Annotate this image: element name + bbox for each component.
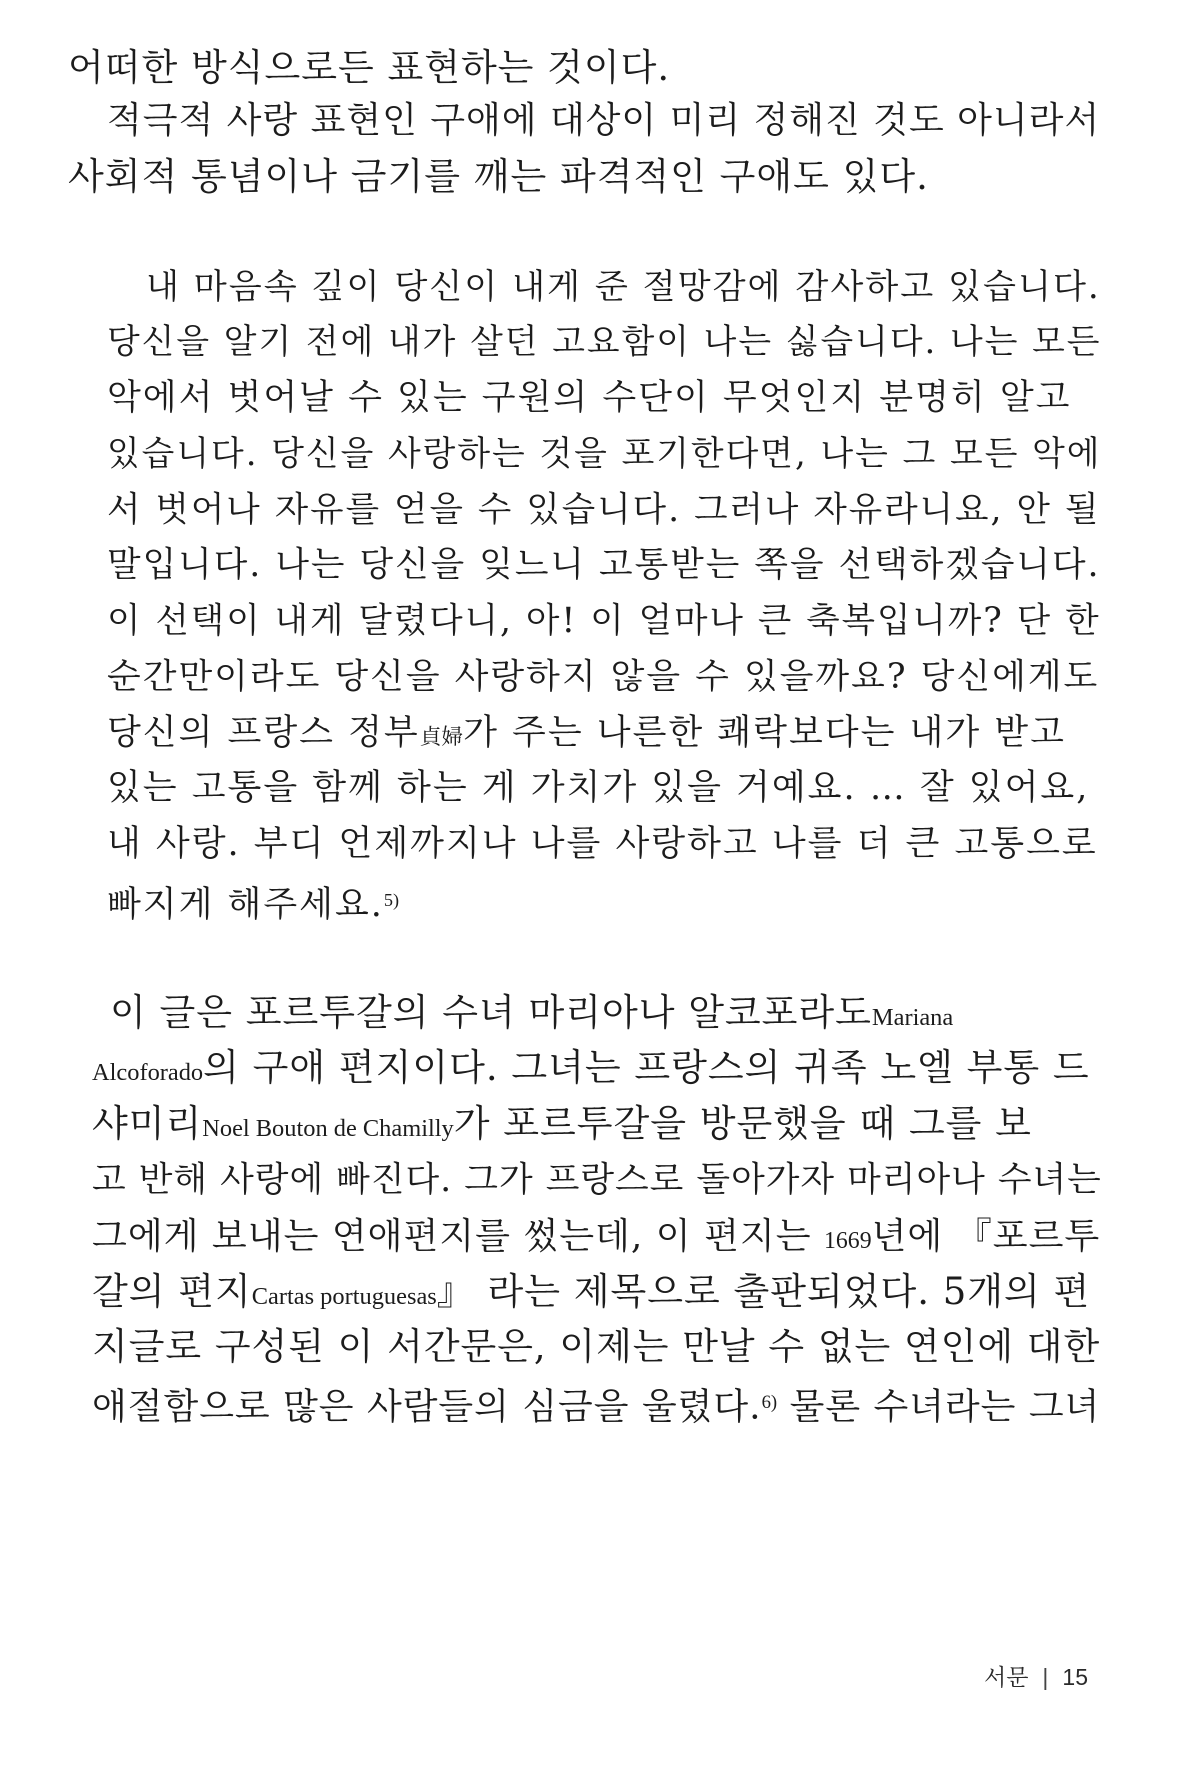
body-line [92, 1266, 1090, 1323]
letter-line: 서 벗어나 자유를 얻을 수 있습니다. 그러나 자유라니요, 안 될 [107, 490, 1101, 530]
body-text: 애절함으로 많은 사람들의 심금을 울렸다. [92, 1386, 762, 1428]
body-text: 이 글은 포르투갈의 수녀 마리아나 알코포라도 [110, 991, 872, 1034]
letter-text: 당신의 프랑스 정부 [107, 713, 420, 753]
letter-line [107, 707, 1066, 764]
footnote-marker: 6) [761, 1392, 778, 1413]
letter-line: 내 마음속 깊이 당신이 내게 준 절망감에 감사하고 있습니다. [146, 267, 1101, 307]
latin-name: Noel Bouton de Chamilly [202, 1115, 454, 1142]
letter-line: 내 사랑. 부디 언제까지나 나를 사랑하고 나를 더 큰 고통으로 [107, 824, 1098, 864]
letter-line: 당신을 알기 전에 내가 살던 고요함이 나는 싫습니다. 나는 모든 [107, 322, 1102, 361]
body-line: 지글로 구성된 이 서간문은, 이제는 만날 수 없는 연인에 대한 [92, 1325, 1101, 1368]
footnote-marker: 5) [383, 890, 400, 910]
body-line [110, 987, 953, 1044]
body-line [92, 1098, 1032, 1155]
latin-name: Alcoforado [92, 1059, 204, 1086]
body-text: 년에 『포르투 [871, 1215, 1101, 1257]
section-label: 서문 [983, 1664, 1029, 1690]
page-number: 15 [1062, 1664, 1088, 1690]
intro-line: 어떠한 방식으로든 표현하는 것이다. [68, 46, 671, 89]
hanja-annotation: 貞婦 [419, 725, 464, 750]
body-line [92, 1042, 1090, 1099]
letter-text: 빠지게 해주세요. [107, 885, 384, 925]
body-line [92, 1377, 1100, 1433]
latin-title: Cartas portuguesas [251, 1283, 437, 1310]
body-text: 샤미리 [92, 1102, 203, 1145]
body-text: 』 라는 제목으로 출판되었다. 5개의 편 [436, 1270, 1091, 1313]
letter-text: 가 주는 나른한 쾌락보다는 내가 받고 [463, 713, 1066, 753]
folio-separator: | [1042, 1664, 1049, 1690]
year-number: 1669 [824, 1228, 872, 1254]
letter-line: 있습니다. 당신을 사랑하는 것을 포기한다면, 나는 그 모든 악에 [107, 434, 1102, 473]
intro-line: 적극적 사랑 표현인 구애에 대상이 미리 정해진 것도 아니라서 [107, 100, 1101, 141]
body-text: 가 포르투갈을 방문했을 때 그를 보 [453, 1102, 1032, 1145]
letter-line: 이 선택이 내게 달렸다니, 아! 이 얼마나 큰 축복입니까? 단 한 [107, 601, 1101, 641]
body-line: 고 반해 사랑에 빠진다. 그가 프랑스로 돌아가자 마리아나 수녀는 [92, 1160, 1102, 1200]
page-folio [984, 1662, 1088, 1692]
body-text: 갈의 편지 [92, 1270, 252, 1313]
letter-line: 악에서 벗어날 수 있는 구원의 수단이 무엇인지 분명히 알고 [107, 378, 1072, 418]
body-text: 물론 수녀라는 그녀 [777, 1386, 1101, 1428]
body-text: 의 구애 편지이다. 그녀는 프랑스의 귀족 노엘 부통 드 [203, 1046, 1090, 1089]
letter-line: 말입니다. 나는 당신을 잊느니 고통받는 쪽을 선택하겠습니다. [107, 545, 1101, 585]
body-line [92, 1210, 1100, 1267]
body-text: 그에게 보내는 연애편지를 썼는데, 이 편지는 [92, 1215, 824, 1257]
intro-line: 사회적 통념이나 금기를 깨는 파격적인 구애도 있다. [68, 155, 929, 198]
latin-name: Mariana [871, 1004, 954, 1031]
letter-line: 있는 고통을 함께 하는 게 가치가 있을 거예요. … 잘 있어요, [107, 768, 1090, 808]
letter-line: 순간만이라도 당신을 사랑하지 않을 수 있을까요? 당신에게도 [107, 657, 1100, 697]
letter-line [107, 874, 399, 931]
